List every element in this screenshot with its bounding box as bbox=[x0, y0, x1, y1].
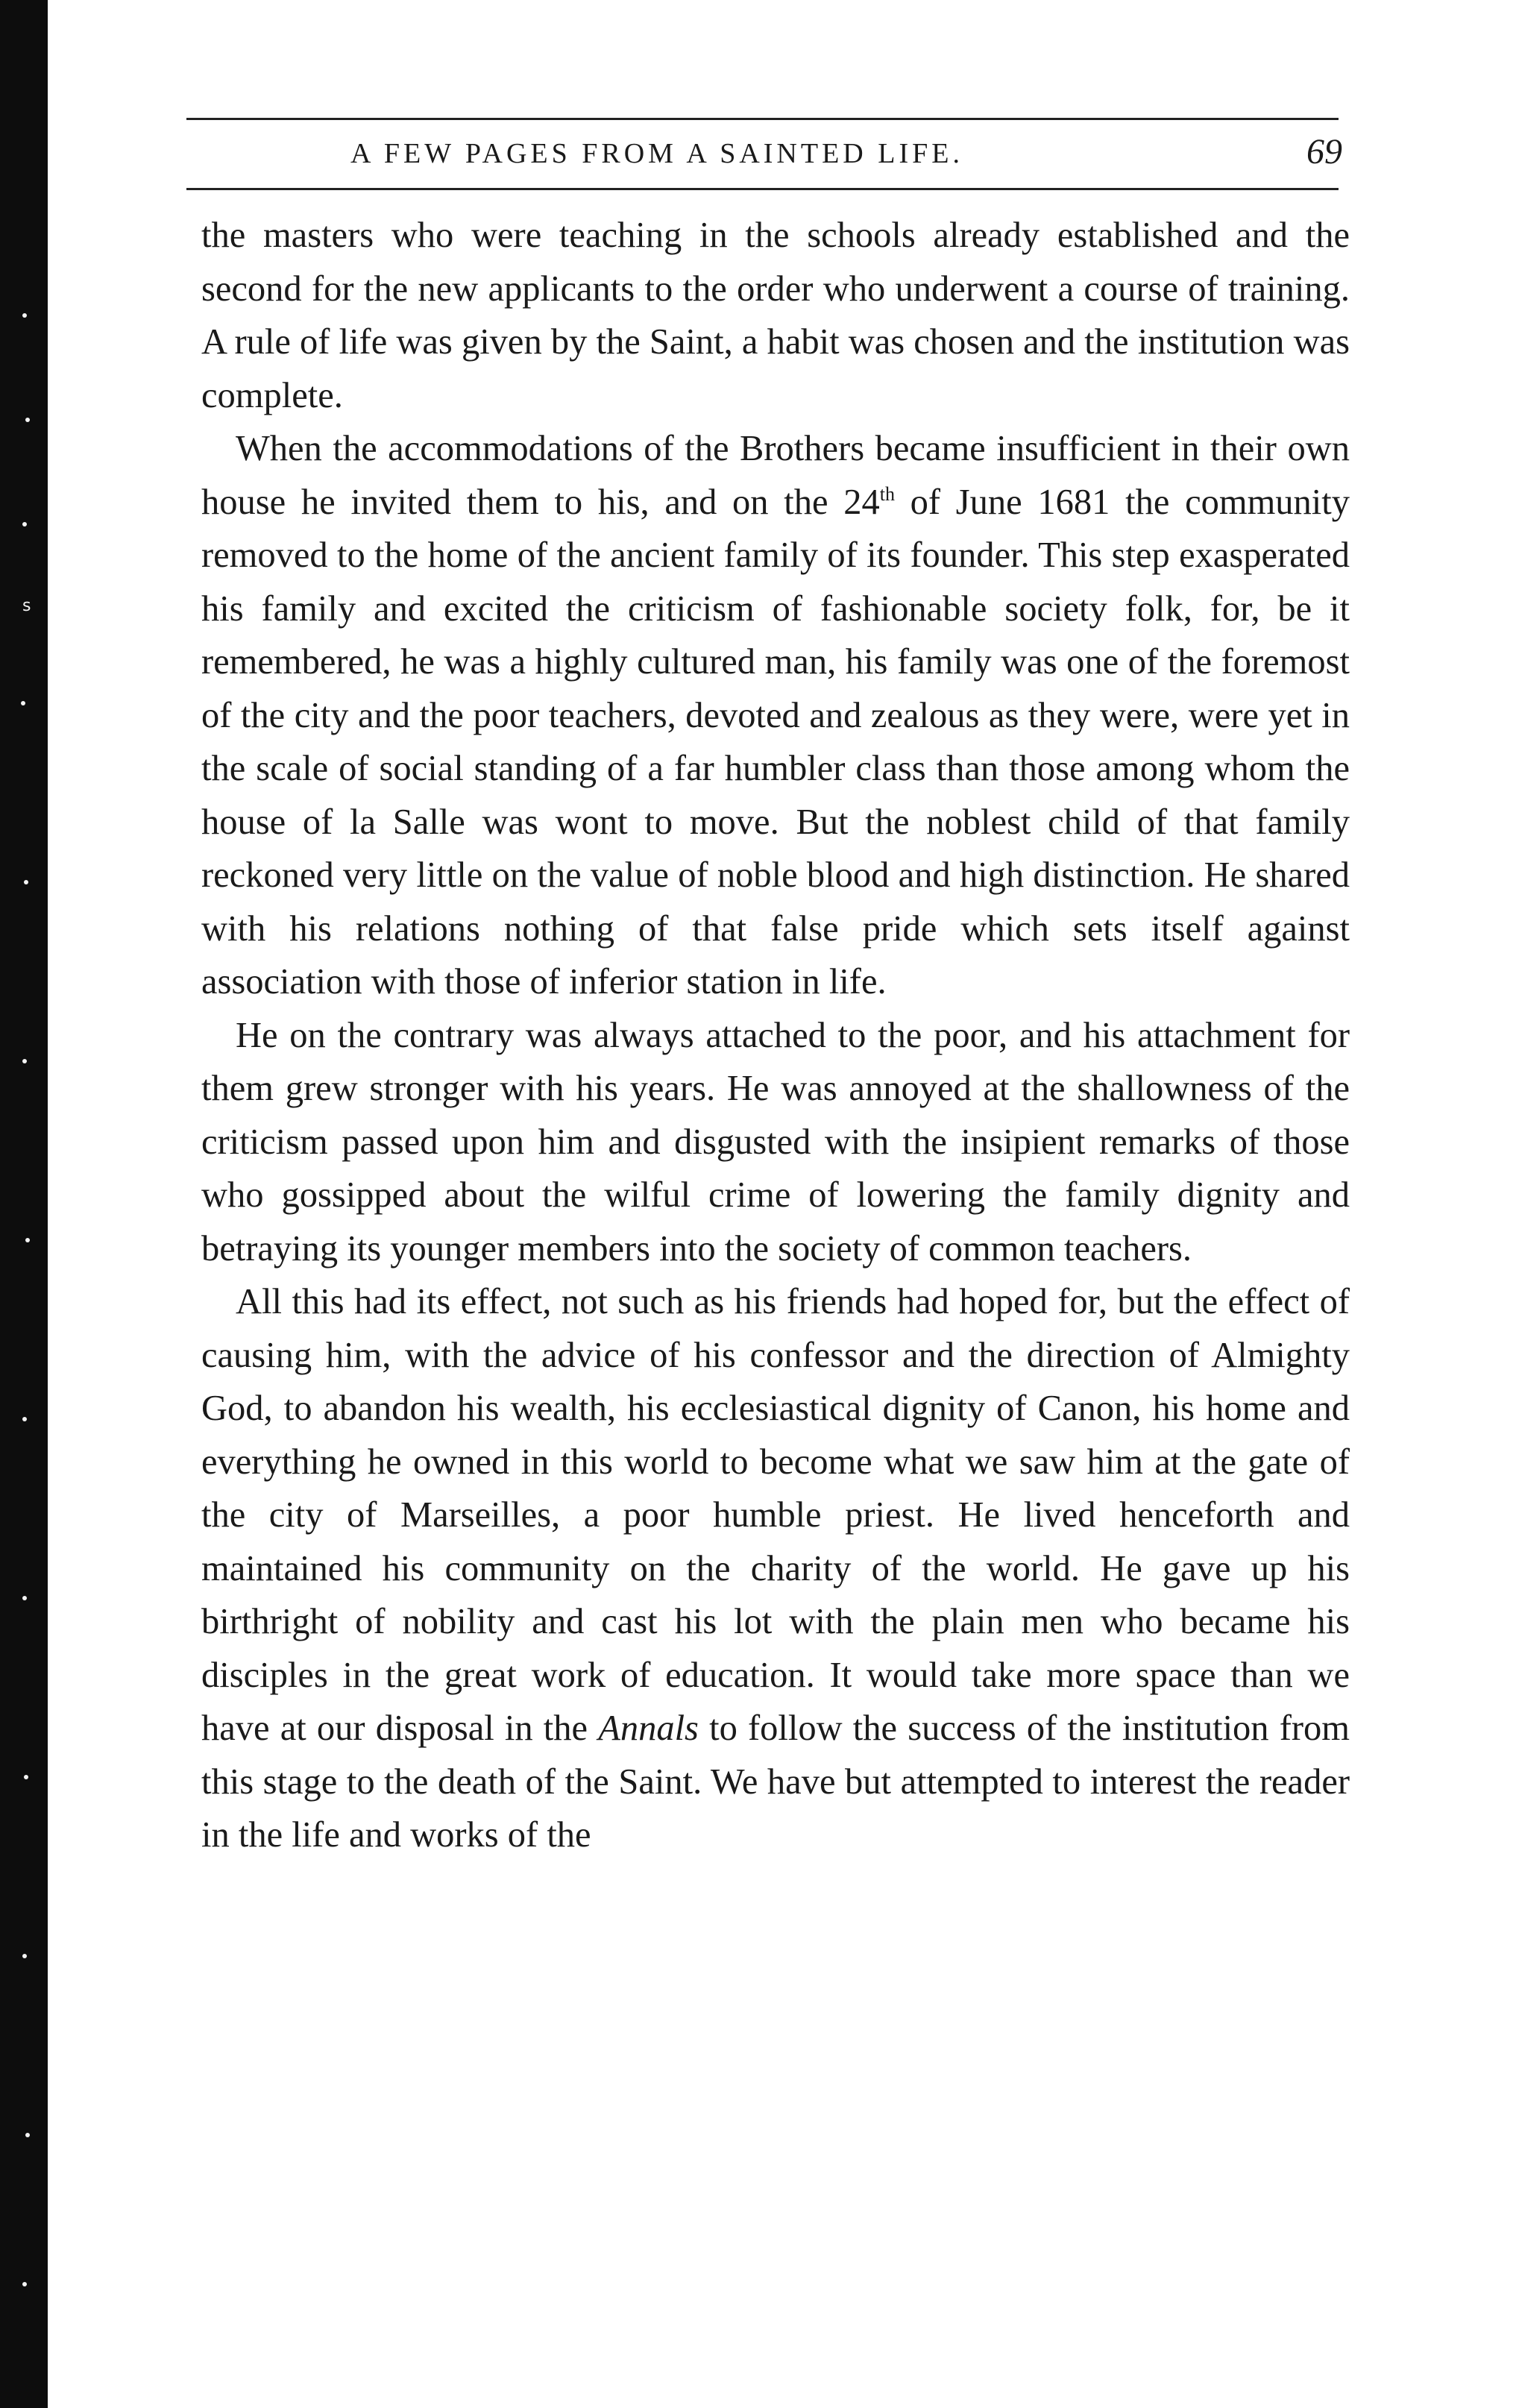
page-binding-edge bbox=[0, 0, 48, 2408]
page-number: 69 bbox=[1306, 132, 1342, 172]
paragraph-text: He on the contrary was always attached to the poor, and his attachment for them grew stronger with his years. He was annoyed at the shallowness of the criticism passed upon him and disgusted with the insipient remarks of those who gossipped about the wilful crime of lowering the family dignity and betraying its younger members into the society of common teachers. bbox=[201, 1015, 1350, 1269]
binding-speck bbox=[22, 313, 27, 318]
binding-speck bbox=[22, 2282, 27, 2286]
italic-title-annals: Annals bbox=[598, 1708, 699, 1748]
paragraph-text: When the accommodations of the Brothers became insufficient in their own house he invited them to his, and on the 24 bbox=[201, 429, 1350, 522]
binding-speck bbox=[22, 1059, 27, 1063]
binding-speck bbox=[25, 1238, 30, 1242]
paragraph bbox=[201, 1009, 1350, 1276]
paragraph bbox=[201, 1275, 1350, 1862]
binding-speck bbox=[22, 1417, 27, 1421]
ordinal-superscript: th bbox=[879, 482, 895, 505]
header-bottom-rule bbox=[186, 188, 1339, 190]
binding-speck bbox=[25, 2133, 30, 2137]
running-head bbox=[186, 131, 1350, 176]
binding-mark-s: s bbox=[22, 597, 31, 615]
binding-speck bbox=[25, 418, 30, 422]
header-top-rule bbox=[186, 118, 1339, 120]
body-text bbox=[201, 209, 1350, 1862]
running-title: A FEW PAGES FROM A SAINTED LIFE. bbox=[350, 138, 963, 169]
binding-speck bbox=[24, 1775, 28, 1779]
binding-speck bbox=[21, 701, 25, 705]
binding-speck bbox=[22, 1596, 27, 1600]
binding-speck bbox=[22, 522, 27, 526]
paragraph bbox=[201, 422, 1350, 1009]
paragraph bbox=[201, 209, 1350, 422]
paragraph-text: to follow the success of the institution from this stage to the death of the Saint. We have but attempted to interest the reader in the life and works of the bbox=[201, 1708, 1350, 1855]
paragraph-text: the masters who were teaching in the schools already established and the second for the new applicants to the order who underwent a course of training. A rule of life was given by the Saint, a habit was chosen and the institution was complete. bbox=[201, 216, 1350, 415]
binding-speck bbox=[22, 1954, 27, 1958]
paragraph-text: of June 1681 the community removed to the home of the ancient family of its founder. This step exasperated his family and excited the criticism of fashionable society folk, for, be it remembered, he was a highly cultured man, his family was one of the foremost of the city and the poor teachers, devoted and zealous as they were, were yet in the scale of social standing of a far humbler class than those among whom the house of la Salle was wont to move. But the noblest child of that family reckoned very little on the value of noble blood and high distinction. He shared with his relations nothing of that false pride which sets itself against association with those of inferior station in life. bbox=[201, 482, 1350, 1002]
paragraph-text: All this had its effect, not such as his friends had hoped for, but the effect of causing him, with the advice of his confessor and the direction of Almighty God, to abandon his wealth, his ecclesiastical dignity of Canon, his home and everything he owned in this world to become what we saw him at the gate of the city of Marseilles, a poor humble priest. He lived henceforth and maintained his community on the charity of the world. He gave up his birthright of nobility and cast his lot with the plain men who became his disciples in the great work of education. It would take more space than we have at our disposal in the bbox=[201, 1282, 1350, 1748]
binding-speck bbox=[24, 880, 28, 884]
